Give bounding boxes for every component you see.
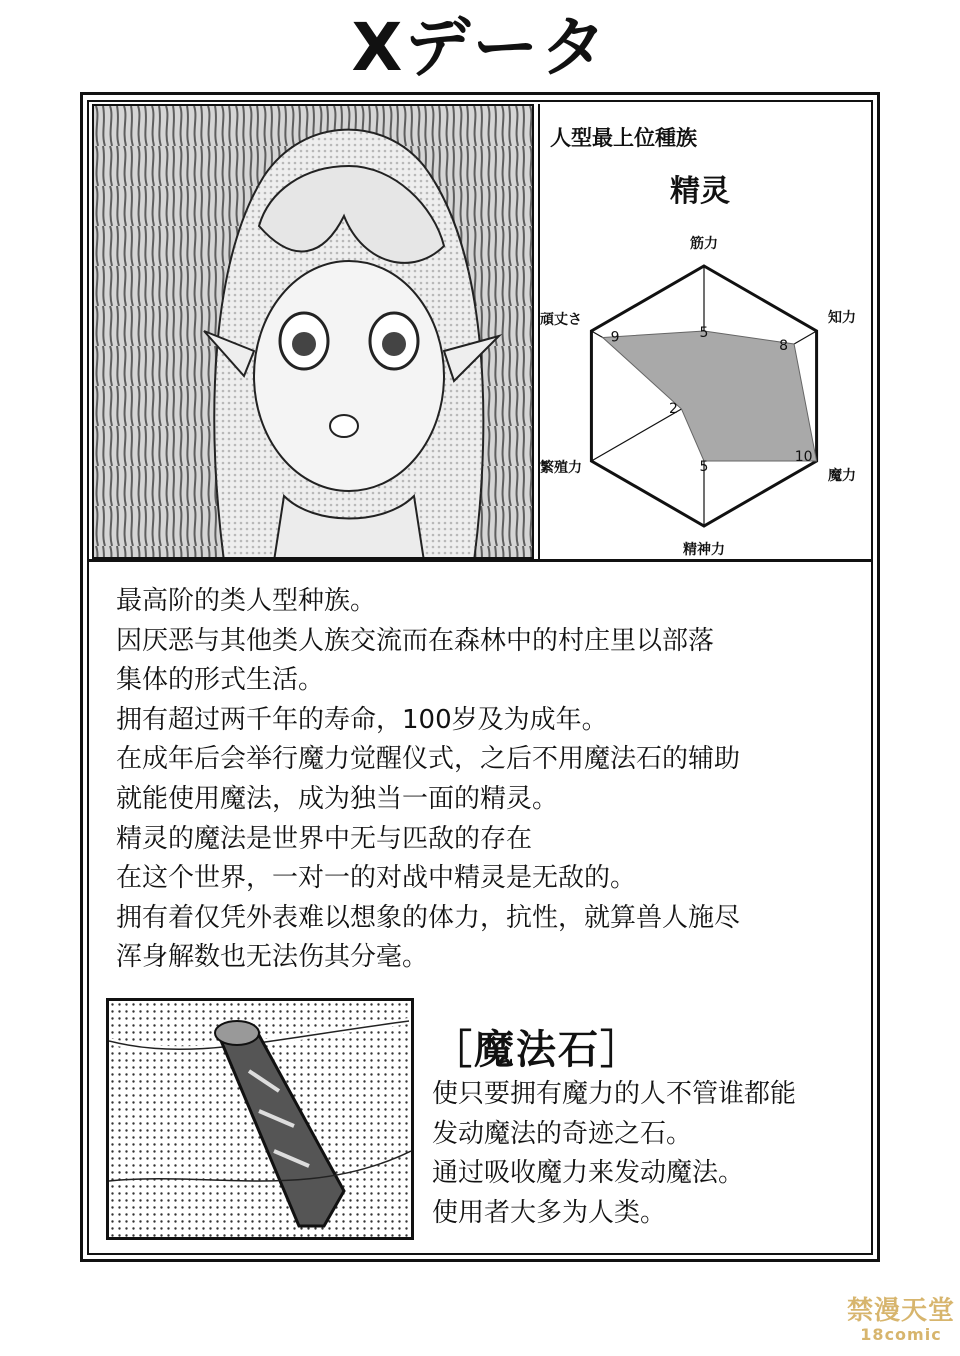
radar-value-label: 9	[610, 329, 620, 346]
radar-value-label: 10	[794, 449, 813, 465]
magic-stone-line: 使只要拥有魔力的人不管谁都能	[432, 1079, 797, 1109]
radar-axis-label: 繁殖力	[540, 460, 582, 476]
description-line: 因厌恶与其他类人族交流而在森林中的村庄里以部落	[116, 625, 715, 656]
radar-axis-label: 筋力	[690, 236, 718, 252]
radar-value-label: 5	[699, 459, 709, 475]
watermark-line2: 18comic	[860, 1325, 942, 1344]
radar-value-label: 2	[669, 401, 678, 417]
watermark-logo	[846, 1296, 956, 1352]
description-line: 浑身解数也无法伤其分毫。	[116, 942, 429, 973]
description-line: 在这个世界，一对一的对战中精灵是无敌的。	[116, 863, 637, 894]
watermark-line1: 禁漫天堂	[846, 1296, 955, 1326]
radar-value-label: 8	[779, 338, 789, 354]
description-line: 精灵的魔法是世界中无与匹敌的存在	[116, 823, 533, 854]
page-title: Xデータ	[351, 9, 609, 86]
radar-axis-label: 知力	[828, 310, 856, 326]
magic-stone-line: 使用者大多为人类。	[432, 1197, 667, 1228]
description-line: 就能使用魔法，成为独当一面的精灵。	[116, 783, 559, 814]
radar-axis-label: 頑丈さ	[540, 312, 582, 328]
elf-portrait	[92, 104, 534, 559]
radar-value-label: 5	[699, 325, 709, 341]
race-category: 人型最上位種族	[550, 126, 697, 150]
magic-stone-image	[109, 1001, 411, 1237]
magic-stone-line: 发动魔法的奇迹之石。	[432, 1118, 693, 1149]
description-line: 最高阶的类人型种族。	[116, 586, 377, 616]
description-line: 拥有着仅凭外表难以想象的体力，抗性，就算兽人施尽	[116, 902, 741, 933]
description-line: 在成年后会举行魔力觉醒仪式，之后不用魔法石的辅助	[116, 744, 741, 775]
description-line: 集体的形式生活。	[116, 665, 325, 696]
elf-illustration	[94, 106, 534, 559]
section-divider	[89, 559, 871, 562]
magic-stone-description	[432, 1075, 796, 1233]
magic-stone-line: 通过吸收魔力来发动魔法。	[432, 1158, 745, 1188]
race-name: 精灵	[670, 174, 730, 209]
radar-axis-label: 精神力	[683, 542, 725, 558]
magic-stone-title: ［魔法石］	[432, 1027, 642, 1073]
race-description	[116, 582, 856, 978]
radar-axis-label: 魔力	[828, 468, 856, 484]
description-line: 拥有超过两千年的寿命，100岁及为成年。	[116, 704, 608, 735]
radar-chart	[538, 224, 868, 559]
magic-stone-illustration	[106, 998, 414, 1240]
